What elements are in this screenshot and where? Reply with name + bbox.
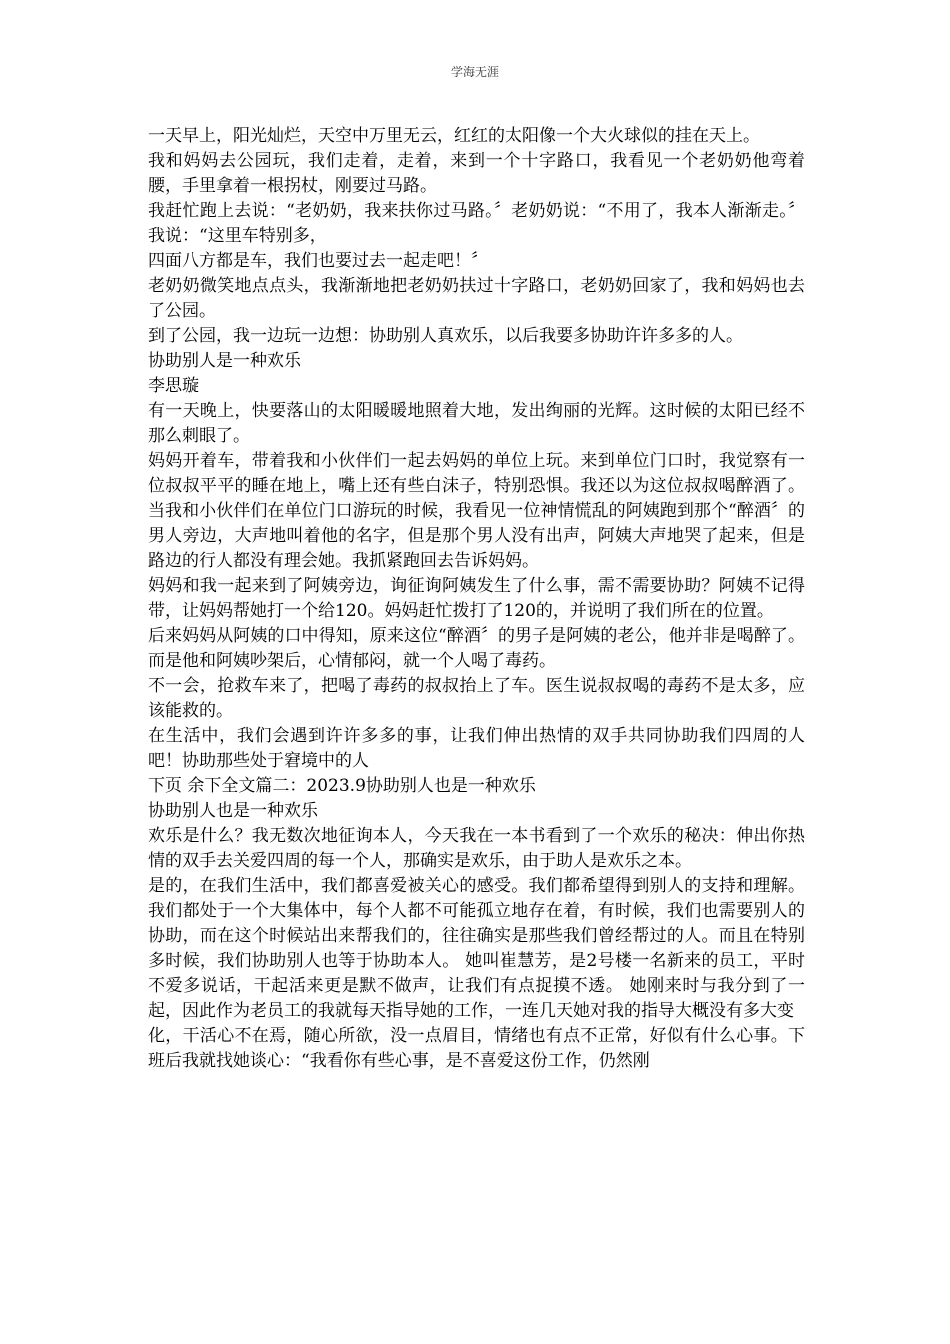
section-title: 协助别人是一种欢乐: [148, 351, 301, 371]
paragraph: 后来妈妈从阿姨的口中得知，原来这位“醉酒〞的男子是阿姨的老公，他并非是喝醉了。而是他和阿姨吵架后，心情郁闷，就一个人喝了毒药。: [148, 626, 805, 671]
author-name: 李思璇: [148, 376, 199, 396]
next-page-link[interactable]: 下页 余下全文篇二：2023.9协助别人也是一种欢乐: [148, 776, 536, 796]
paragraph: 老奶奶微笑地点点头，我渐渐地把老奶奶扶过十字路口，老奶奶回家了，我和妈妈也去了公园。: [148, 276, 805, 321]
page-header: 学海无涯: [450, 65, 499, 79]
paragraph: 不一会，抢救车来了，把喝了毒药的叔叔抬上了车。医生说叔叔喝的毒药不是太多，应该能救的。: [148, 676, 805, 721]
paragraph: 妈妈开着车，带着我和小伙伴们一起去妈妈的单位上玩。来到单位门口时，我觉察有一位叔叔平平的睡在地上，嘴上还有些白沫子，特别恐惧。我还以为这位叔叔喝醉酒了。当我和小伙伴们在单位门口游玩的时候，我看见一位神情慌乱的阿姨跑到那个“醉酒〞的男人旁边，大声地叫着他的名字，但是那个男人没有出声，阿姨大声地哭了起来，但是路边的行人都没有理会她。我抓紧跑回去告诉妈妈。: [148, 451, 805, 571]
paragraph: 一天早上，阳光灿烂，天空中万里无云，红红的太阳像一个大火球似的挂在天上。: [148, 126, 760, 146]
paragraph: 我赶忙跑上去说：“老奶奶，我来扶你过马路。〞老奶奶说：“不用了，我本人渐渐走。〞我说：“这里车特别多，: [148, 201, 805, 246]
paragraph: 在生活中，我们会遇到许许多多的事，让我们伸出热情的双手共同协助我们四周的人吧！协助那些处于窘境中的人: [148, 726, 805, 771]
paragraph: 欢乐是什么？我无数次地征询本人，今天我在一本书看到了一个欢乐的秘决：伸出你热情的双手去关爱四周的每一个人，那确实是欢乐，由于助人是欢乐之本。: [148, 826, 805, 871]
section-title: 协助别人也是一种欢乐: [148, 801, 318, 821]
paragraph: 妈妈和我一起来到了阿姨旁边，询征询阿姨发生了什么事，需不需要协助？阿姨不记得带，让妈妈帮她打一个给120。妈妈赶忙拨打了120的，并说明了我们所在的位置。: [148, 576, 805, 621]
document-body: [148, 124, 805, 1074]
paragraph: 我和妈妈去公园玩，我们走着，走着，来到一个十字路口，我看见一个老奶奶他弯着腰，手里拿着一根拐杖，刚要过马路。: [148, 151, 805, 196]
paragraph: 化，干活心不在焉，随心所欲，没一点眉目，情绪也有点不正常，好似有什么心事。下班后我就找她谈心：“我看你有些心事，是不喜爱这份工作，仍然刚: [148, 1026, 805, 1071]
paragraph: 是的，在我们生活中，我们都喜爱被关心的感受。我们都希望得到别人的支持和理解。我们都处于一个大集体中，每个人都不可能孤立地存在着，有时候，我们也需要别人的协助，而在这个时候站出来帮我们的，往往确实是那些我们曾经帮过的人。而且在特别多时候，我们协助别人也等于协助本人。 她叫崔慧芳，是2号楼一名新来的员工，平时不爱多说话，干起活来更是默不做声，让我们有点捉摸不透。 她刚来时与我分到了一起，因此作为老员工的我就每天指导她的工作，一连几天她对我的指导大概没有多大变: [148, 876, 805, 1021]
paragraph: 有一天晚上，快要落山的太阳暖暖地照着大地，发出绚丽的光辉。这时候的太阳已经不那么刺眼了。: [148, 401, 805, 446]
paragraph: 到了公园，我一边玩一边想：协助别人真欢乐，以后我要多协助许许多多的人。: [148, 326, 743, 346]
paragraph: 四面八方都是车，我们也要过去一起走吧！〞: [148, 251, 488, 271]
